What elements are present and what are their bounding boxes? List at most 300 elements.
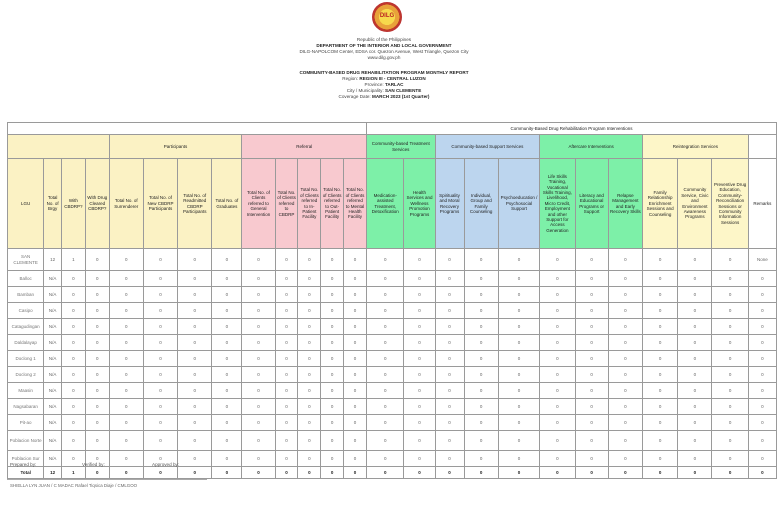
table-cell: 0 [344, 319, 367, 335]
table-cell: 0 [575, 287, 608, 303]
table-cell: 0 [367, 319, 404, 335]
table-cell: 0 [85, 249, 109, 271]
region-line [0, 76, 768, 81]
table-cell: 0 [608, 451, 642, 467]
table-cell: 0 [298, 383, 321, 399]
table-cell: 0 [498, 431, 540, 451]
city-label: City / Municipality: [346, 88, 384, 93]
lgu-cell: Daldalayap [8, 335, 44, 351]
table-cell: 0 [275, 249, 298, 271]
table-cell: 0 [143, 383, 177, 399]
table-cell: 0 [178, 351, 212, 367]
column-header: Total No. of Brgy [44, 159, 62, 249]
table-cell: 0 [678, 249, 712, 271]
table-cell: 0 [712, 351, 748, 367]
table-cell: 0 [642, 287, 677, 303]
table-cell: 0 [678, 415, 712, 431]
table-cell: 0 [85, 367, 109, 383]
table-cell: 0 [212, 383, 242, 399]
table-cell: 0 [435, 271, 464, 287]
table-cell: 0 [540, 367, 575, 383]
lgu-cell: Poblacion Norte [8, 431, 44, 451]
program-header: Community-Based Drug Rehabilitation Program Interventions [367, 123, 777, 135]
table-cell: 0 [464, 287, 498, 303]
table-cell: 0 [143, 367, 177, 383]
column-header: Total No. of Clients referred to General Intervention [242, 159, 275, 249]
table-cell: 0 [143, 335, 177, 351]
table-cell: 0 [367, 303, 404, 319]
table-cell: 0 [321, 319, 344, 335]
table-cell: 0 [298, 451, 321, 467]
table-row [8, 431, 777, 451]
table-cell: 0 [678, 287, 712, 303]
city-line [0, 88, 768, 93]
table-cell: 0 [298, 249, 321, 271]
table-cell: 0 [712, 303, 748, 319]
table-cell: 0 [678, 451, 712, 467]
table-cell: 0 [275, 467, 298, 479]
table-cell: 0 [712, 383, 748, 399]
table-cell: 0 [642, 451, 677, 467]
table-cell: 0 [575, 383, 608, 399]
table-cell: 0 [85, 415, 109, 431]
table-cell: 0 [275, 367, 298, 383]
table-cell: 0 [212, 249, 242, 271]
table-cell: 0 [367, 335, 404, 351]
column-header: With CBDRP? [61, 159, 85, 249]
table-cell: N/A [44, 431, 62, 451]
table-cell: 1 [61, 249, 85, 271]
table-cell: 0 [298, 351, 321, 367]
group-treatment: Community-based Treatment Services [367, 135, 435, 159]
group-participants: Participants [109, 135, 242, 159]
table-cell: N/A [44, 351, 62, 367]
column-header: Preventive Drug Education, Community-Reconciliation Sessions or Community Information Sessions [712, 159, 748, 249]
table-cell: 0 [540, 287, 575, 303]
table-row [8, 335, 777, 351]
table-cell: 0 [748, 367, 776, 383]
table-cell: 0 [608, 287, 642, 303]
table-cell: 0 [435, 415, 464, 431]
table-cell: 0 [61, 367, 85, 383]
table-cell: 0 [540, 335, 575, 351]
table-cell: 0 [298, 431, 321, 451]
table-cell: 0 [61, 399, 85, 415]
lgu-cell: Bamban [8, 287, 44, 303]
table-cell: 0 [298, 467, 321, 479]
table-cell: 0 [712, 415, 748, 431]
table-cell: 0 [575, 249, 608, 271]
table-cell: 0 [321, 287, 344, 303]
table-cell: 0 [85, 351, 109, 367]
table-cell: 0 [575, 271, 608, 287]
column-header: Relapse Management and Early Recovery Skills [608, 159, 642, 249]
table-cell: 0 [242, 451, 275, 467]
table-cell: 0 [242, 351, 275, 367]
blank-header [8, 123, 367, 135]
table-cell: 0 [404, 249, 435, 271]
table-cell: 0 [61, 415, 85, 431]
table-cell: 0 [212, 415, 242, 431]
lgu-cell: Balloc [8, 271, 44, 287]
column-header: Total No. of Clients referred to Mental Health Facility [344, 159, 367, 249]
table-cell: 0 [498, 451, 540, 467]
table-cell: 0 [367, 431, 404, 451]
table-cell: 0 [61, 287, 85, 303]
group-support: Community-based Support Services [435, 135, 540, 159]
table-cell: 0 [212, 399, 242, 415]
table-cell: 0 [678, 271, 712, 287]
table-cell: 0 [464, 431, 498, 451]
table-cell: 0 [109, 467, 143, 479]
table-cell: 0 [608, 303, 642, 319]
table-row [8, 287, 777, 303]
table-cell: 0 [344, 451, 367, 467]
table-cell: 0 [321, 467, 344, 479]
table-cell: 0 [464, 383, 498, 399]
table-cell: 0 [178, 271, 212, 287]
table-cell: 0 [143, 319, 177, 335]
table-cell: 0 [298, 367, 321, 383]
table-row [8, 303, 777, 319]
table-cell: 0 [608, 415, 642, 431]
table-cell: 0 [242, 303, 275, 319]
table-cell: 12 [44, 249, 62, 271]
table-cell: 0 [242, 415, 275, 431]
table-cell: 0 [642, 271, 677, 287]
table-cell: 0 [109, 249, 143, 271]
table-cell: 0 [367, 287, 404, 303]
column-header: Psychoeducation / Psychosocial Support [498, 159, 540, 249]
table-cell: 0 [435, 383, 464, 399]
table-cell: 0 [109, 367, 143, 383]
table-cell: 0 [321, 335, 344, 351]
table-cell: 0 [678, 467, 712, 479]
table-cell: 0 [464, 249, 498, 271]
table-cell: 0 [212, 431, 242, 451]
table-cell: 0 [367, 271, 404, 287]
republic-line: Republic of the Philippines [356, 37, 412, 42]
table-cell: 0 [61, 271, 85, 287]
table-cell: 0 [344, 431, 367, 451]
table-row [8, 351, 777, 367]
table-cell: 0 [242, 467, 275, 479]
table-cell: 0 [321, 303, 344, 319]
table-cell: 0 [404, 399, 435, 415]
lgu-cell: Maasin [8, 383, 44, 399]
province-line [0, 82, 768, 87]
table-cell: 0 [242, 335, 275, 351]
table-cell: 0 [404, 367, 435, 383]
table-cell: 0 [678, 303, 712, 319]
table-cell: 0 [344, 367, 367, 383]
table-cell: 0 [109, 415, 143, 431]
report-table [7, 122, 777, 479]
table-cell: 0 [61, 319, 85, 335]
table-cell: 0 [344, 287, 367, 303]
table-cell: 0 [367, 467, 404, 479]
column-header: Total No. of Clients referred to Out-Patient Facility [321, 159, 344, 249]
table-cell: 0 [212, 271, 242, 287]
column-header: Total No. of Clients referred to In-Patient Facility [298, 159, 321, 249]
table-cell: 0 [321, 383, 344, 399]
table-cell: 0 [464, 303, 498, 319]
table-cell: 0 [435, 351, 464, 367]
table-cell: 0 [748, 467, 776, 479]
table-cell: 0 [435, 249, 464, 271]
lgu-cell: Nagsabaran [8, 399, 44, 415]
table-cell: 0 [212, 303, 242, 319]
table-cell: 0 [498, 467, 540, 479]
table-cell: 0 [678, 335, 712, 351]
table-cell: 0 [85, 271, 109, 287]
table-row [8, 399, 777, 415]
table-cell: 0 [143, 287, 177, 303]
table-cell: 0 [464, 351, 498, 367]
table-cell: 0 [212, 367, 242, 383]
website-line: www.dilg.gov.ph [367, 55, 401, 60]
table-cell: 0 [298, 415, 321, 431]
blank-remarks-group [748, 135, 776, 159]
table-cell: 0 [85, 383, 109, 399]
table-cell: 0 [608, 367, 642, 383]
dilg-seal-icon [372, 2, 402, 32]
table-cell: 0 [642, 303, 677, 319]
table-cell: 0 [344, 415, 367, 431]
table-cell: 0 [143, 399, 177, 415]
table-cell: 0 [642, 431, 677, 451]
table-cell: 0 [321, 367, 344, 383]
table-cell: 0 [464, 399, 498, 415]
table-cell: 0 [608, 335, 642, 351]
table-cell: 0 [275, 415, 298, 431]
table-cell: 0 [212, 287, 242, 303]
table-cell: 0 [540, 249, 575, 271]
table-cell: 0 [143, 415, 177, 431]
table-cell: 0 [498, 271, 540, 287]
table-cell: 0 [404, 319, 435, 335]
table-cell: 0 [748, 335, 776, 351]
table-cell: 0 [712, 399, 748, 415]
table-cell: 0 [712, 467, 748, 479]
table-cell: 0 [498, 335, 540, 351]
table-cell: 0 [298, 319, 321, 335]
table-row [8, 451, 777, 467]
table-cell: 0 [540, 319, 575, 335]
table-cell: 0 [404, 287, 435, 303]
table-cell: 0 [498, 303, 540, 319]
table-cell: 0 [85, 431, 109, 451]
table-cell: 0 [435, 367, 464, 383]
column-header: Literacy and Educational Programs or Support [575, 159, 608, 249]
table-cell: 0 [540, 303, 575, 319]
table-cell: 0 [464, 319, 498, 335]
table-cell: 0 [575, 367, 608, 383]
table-cell: 0 [748, 319, 776, 335]
table-cell: 0 [608, 399, 642, 415]
table-cell: 0 [712, 249, 748, 271]
table-cell: 0 [85, 467, 109, 479]
table-cell: 0 [712, 271, 748, 287]
table-cell: 0 [344, 399, 367, 415]
verified-by-label: Verified by: [82, 462, 105, 467]
column-header: Spirituality and Moral Recovery Programs [435, 159, 464, 249]
table-cell: 0 [321, 451, 344, 467]
column-header: Medication-assisted Treatment, Detoxification [367, 159, 404, 249]
table-cell: 0 [85, 335, 109, 351]
table-cell: 0 [212, 467, 242, 479]
table-cell: 0 [540, 271, 575, 287]
table-cell: 0 [678, 431, 712, 451]
table-cell: 0 [143, 431, 177, 451]
table-cell: 0 [178, 367, 212, 383]
table-cell: 0 [143, 303, 177, 319]
table-cell: 0 [275, 319, 298, 335]
table-cell: 0 [344, 271, 367, 287]
table-row [8, 319, 777, 335]
column-header: Life Skills Training, Vocational Skills Training, Livelihood, Micro Credit, Employment and other Support for Access Generation [540, 159, 575, 249]
table-cell: 0 [344, 383, 367, 399]
table-cell: 0 [608, 431, 642, 451]
table-cell: 0 [143, 249, 177, 271]
signature-divider [7, 479, 207, 480]
lgu-cell: Doclong 2 [8, 367, 44, 383]
table-cell: 0 [344, 335, 367, 351]
table-cell: 0 [575, 351, 608, 367]
table-cell: 0 [748, 287, 776, 303]
table-cell: 0 [212, 319, 242, 335]
table-cell: 0 [242, 249, 275, 271]
table-cell: N/A [44, 303, 62, 319]
table-cell: N/A [44, 271, 62, 287]
table-cell: 0 [321, 415, 344, 431]
table-cell: 0 [608, 271, 642, 287]
table-cell: 0 [435, 303, 464, 319]
table-cell: 0 [435, 467, 464, 479]
table-cell: 0 [344, 467, 367, 479]
table-cell: 0 [404, 271, 435, 287]
table-cell: 0 [275, 303, 298, 319]
table-cell: N/A [44, 335, 62, 351]
table-row [8, 271, 777, 287]
table-row [8, 415, 777, 431]
table-cell: 0 [608, 319, 642, 335]
table-cell: 0 [367, 249, 404, 271]
seal-text: DILG [379, 13, 395, 19]
table-cell: 0 [464, 415, 498, 431]
table-cell: 0 [85, 399, 109, 415]
lgu-cell: Casipo [8, 303, 44, 319]
table-cell: 0 [712, 335, 748, 351]
table-cell: 0 [367, 367, 404, 383]
table-cell: 0 [678, 351, 712, 367]
table-cell: 0 [61, 335, 85, 351]
column-header: Total No. of Surrenderer [109, 159, 143, 249]
column-header: Family Relationship Enrichment Sessions and Counseling [642, 159, 677, 249]
table-cell: 0 [498, 415, 540, 431]
table-cell: 0 [61, 431, 85, 451]
table-cell: 0 [498, 351, 540, 367]
table-cell: 0 [464, 271, 498, 287]
region-value: REGION III - CENTRAL LUZON [359, 76, 426, 81]
table-cell: 0 [575, 399, 608, 415]
table-cell: 0 [212, 335, 242, 351]
table-row [8, 367, 777, 383]
table-cell: 0 [540, 399, 575, 415]
lgu-cell: Catagudingan [8, 319, 44, 335]
table-cell: 0 [435, 451, 464, 467]
table-cell: 0 [748, 383, 776, 399]
table-cell: 0 [109, 303, 143, 319]
table-cell: 0 [321, 431, 344, 451]
table-cell: 0 [321, 399, 344, 415]
table-cell: 0 [712, 287, 748, 303]
table-cell: 0 [367, 383, 404, 399]
table-cell: 0 [540, 415, 575, 431]
group-reintegration: Reintegration Services [642, 135, 748, 159]
table-cell: 0 [321, 249, 344, 271]
table-cell: N/A [44, 319, 62, 335]
table-cell: 0 [748, 399, 776, 415]
table-cell: 0 [109, 319, 143, 335]
table-cell: 0 [367, 399, 404, 415]
table-cell: 0 [275, 399, 298, 415]
table-cell: 0 [608, 351, 642, 367]
lgu-cell: Doclong 1 [8, 351, 44, 367]
table-cell: 0 [109, 383, 143, 399]
table-cell: 0 [575, 431, 608, 451]
prepared-by-label: Prepared by: [10, 462, 37, 467]
table-cell: 0 [498, 383, 540, 399]
table-cell: 0 [464, 367, 498, 383]
total-row [8, 467, 777, 479]
table-cell: 0 [540, 451, 575, 467]
approved-by-label: Approved by: [152, 462, 180, 467]
table-cell: 0 [498, 287, 540, 303]
group-referral: Referral [242, 135, 367, 159]
table-row [8, 249, 777, 271]
table-cell: 0 [712, 319, 748, 335]
table-cell: 1 [61, 467, 85, 479]
table-cell: 0 [540, 431, 575, 451]
department-line: DEPARTMENT OF THE INTERIOR AND LOCAL GOVERNMENT [316, 43, 452, 48]
table-cell: 0 [178, 335, 212, 351]
table-cell: 0 [608, 467, 642, 479]
table-cell: 0 [498, 399, 540, 415]
table-cell: 0 [109, 431, 143, 451]
blank-group-header [8, 135, 110, 159]
table-cell: 0 [178, 249, 212, 271]
table-cell: 0 [143, 351, 177, 367]
table-cell: 0 [242, 287, 275, 303]
table-cell: 0 [109, 399, 143, 415]
lgu-cell: Pit-ao [8, 415, 44, 431]
column-header: With Drug Cleared CBDRP? [85, 159, 109, 249]
table-cell: 0 [404, 415, 435, 431]
table-cell: 0 [608, 249, 642, 271]
coverage-label: Coverage Date: [338, 94, 371, 99]
table-cell: 0 [498, 249, 540, 271]
group-aftercare: Aftercare Interventions [540, 135, 643, 159]
table-cell: 0 [178, 399, 212, 415]
table-row [8, 383, 777, 399]
table-cell: 0 [540, 467, 575, 479]
table-cell: 0 [275, 287, 298, 303]
table-cell: 0 [575, 335, 608, 351]
table-cell: 0 [748, 303, 776, 319]
table-cell: 0 [178, 431, 212, 451]
table-cell: 0 [109, 335, 143, 351]
